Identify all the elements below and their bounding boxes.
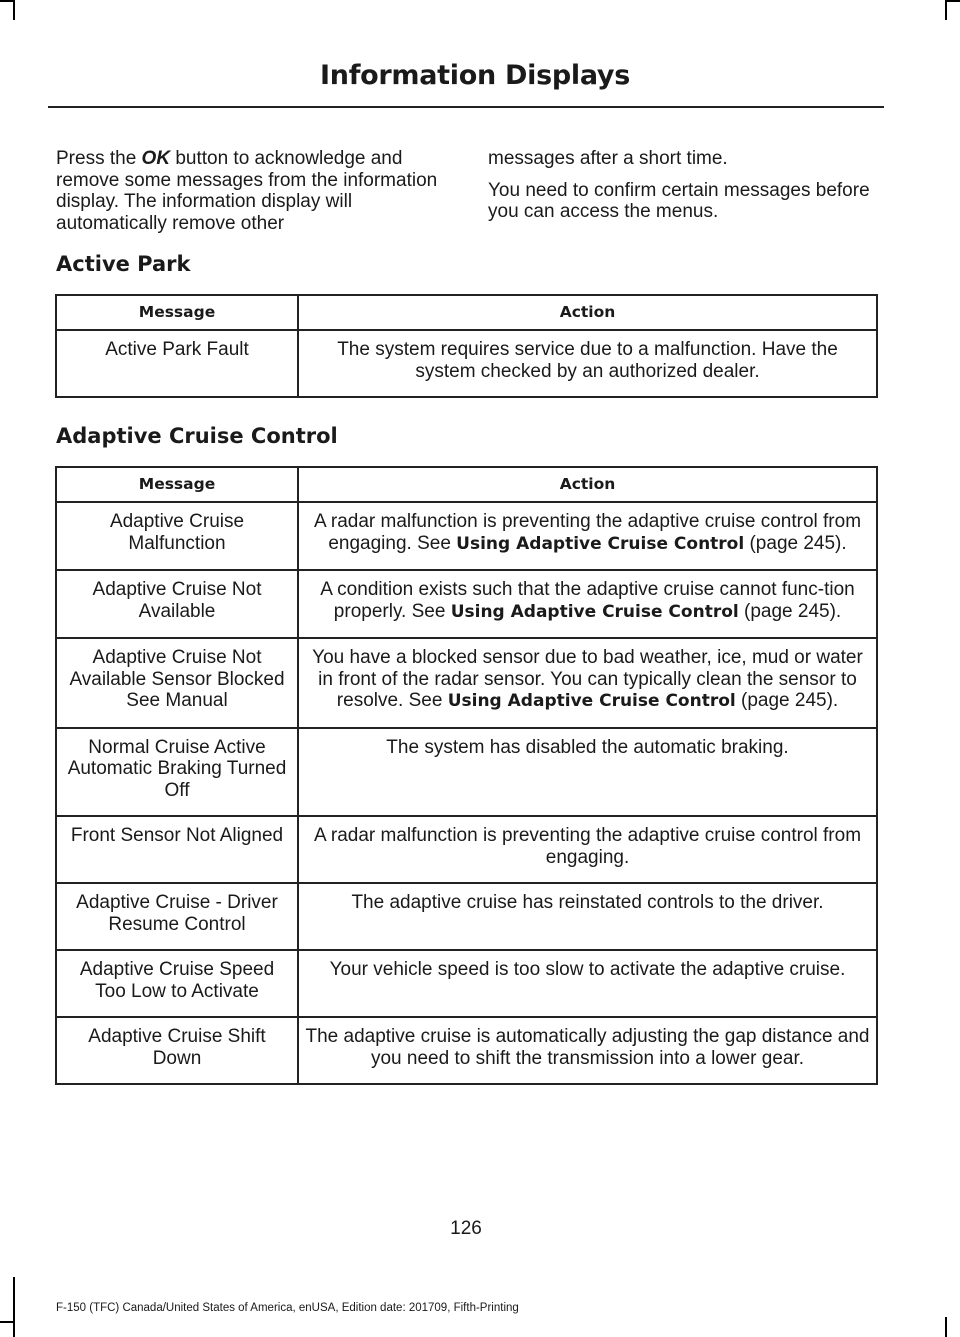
message-cell: Adaptive Cruise Not Available Sensor Blocked See Manual (56, 638, 298, 728)
cross-reference-link[interactable]: Using Adaptive Cruise Control (447, 691, 736, 711)
crop-mark (13, 0, 15, 20)
crop-mark (13, 1277, 15, 1337)
table-row (56, 950, 877, 1017)
crop-mark (0, 1321, 13, 1323)
action-cell: The adaptive cruise has reinstated controls to the driver. (298, 883, 877, 950)
column-header-action: Action (298, 295, 877, 330)
intro-paragraph-1 (56, 148, 444, 234)
action-cell: Your vehicle speed is too slow to activate the adaptive cruise. (298, 950, 877, 1017)
action-cell (298, 638, 877, 728)
section-heading-active-park: Active Park (56, 252, 191, 276)
crop-mark (0, 0, 13, 2)
table-row (56, 1017, 877, 1084)
intro-text-after: button to acknowledge and remove some messages from the information display. The information display will automatically remove other (56, 148, 438, 234)
header-divider (48, 106, 884, 108)
page-reference: (page 245). (744, 532, 847, 554)
action-text: A condition exists such that the adaptive cruise cannot func-tion properly. (320, 579, 855, 622)
action-cell: The system has disabled the automatic braking. (298, 728, 877, 817)
action-cell: The system requires service due to a malfunction. Have the system checked by an authorized dealer. (298, 330, 877, 397)
intro-text (56, 148, 876, 244)
see-text: See (408, 690, 448, 711)
action-cell (298, 570, 877, 638)
table-row (56, 883, 877, 950)
message-cell: Adaptive Cruise - Driver Resume Control (56, 883, 298, 950)
ok-button-label: OK (141, 148, 171, 169)
page-reference: (page 245). (738, 600, 842, 622)
intro-column-2 (488, 148, 876, 244)
column-header-action: Action (298, 467, 877, 502)
crop-mark (945, 1317, 947, 1337)
crop-mark (945, 0, 947, 20)
message-cell: Adaptive Cruise Speed Too Low to Activate (56, 950, 298, 1017)
intro-paragraph-3: You need to confirm certain messages before you can access the menus. (488, 179, 870, 222)
table-header-row (56, 467, 877, 502)
see-text: See (417, 532, 457, 554)
cross-reference-link[interactable]: Using Adaptive Cruise Control (456, 533, 745, 554)
action-cell (298, 502, 877, 570)
message-cell: Active Park Fault (56, 330, 298, 397)
message-cell: Adaptive Cruise Not Available (56, 570, 298, 638)
page-number: 126 (450, 1218, 482, 1239)
intro-paragraph-2: messages after a short time. (488, 148, 728, 169)
message-cell: Adaptive Cruise Shift Down (56, 1017, 298, 1084)
table-row (56, 638, 877, 728)
action-text: A radar malfunction is preventing the adaptive cruise control from engaging. (313, 511, 862, 554)
edition-footer: F-150 (TFC) Canada/United States of America, enUSA, Edition date: 201709, Fifth-Printing (56, 1302, 519, 1314)
action-text: You have a blocked sensor due to bad weather, ice, mud or water in front of the radar sensor. You can typically clean the sensor to resolve. (312, 647, 863, 711)
active-park-table (55, 294, 878, 398)
column-header-message: Message (56, 467, 298, 502)
table-row (56, 816, 877, 883)
message-cell: Adaptive Cruise Malfunction (56, 502, 298, 570)
column-header-message: Message (56, 295, 298, 330)
intro-text-before: Press the (56, 148, 142, 169)
cross-reference-link[interactable]: Using Adaptive Cruise Control (450, 601, 739, 622)
message-cell: Normal Cruise Active Automatic Braking Turned Off (56, 728, 298, 817)
intro-column-1 (56, 148, 444, 244)
crop-mark (947, 0, 960, 2)
page-title: Information Displays (320, 60, 630, 91)
action-cell: A radar malfunction is preventing the adaptive cruise control from engaging. (298, 816, 877, 883)
table-header-row (56, 295, 877, 330)
table-row (56, 502, 877, 570)
action-cell: The adaptive cruise is automatically adjusting the gap distance and you need to shift the transmission into a lower gear. (298, 1017, 877, 1084)
page-reference: (page 245). (735, 690, 839, 711)
message-cell: Front Sensor Not Aligned (56, 816, 298, 883)
table-row (56, 330, 877, 397)
table-row (56, 570, 877, 638)
table-row (56, 728, 877, 817)
section-heading-adaptive-cruise: Adaptive Cruise Control (56, 424, 338, 448)
see-text: See (411, 600, 451, 622)
adaptive-cruise-table (55, 466, 878, 1085)
